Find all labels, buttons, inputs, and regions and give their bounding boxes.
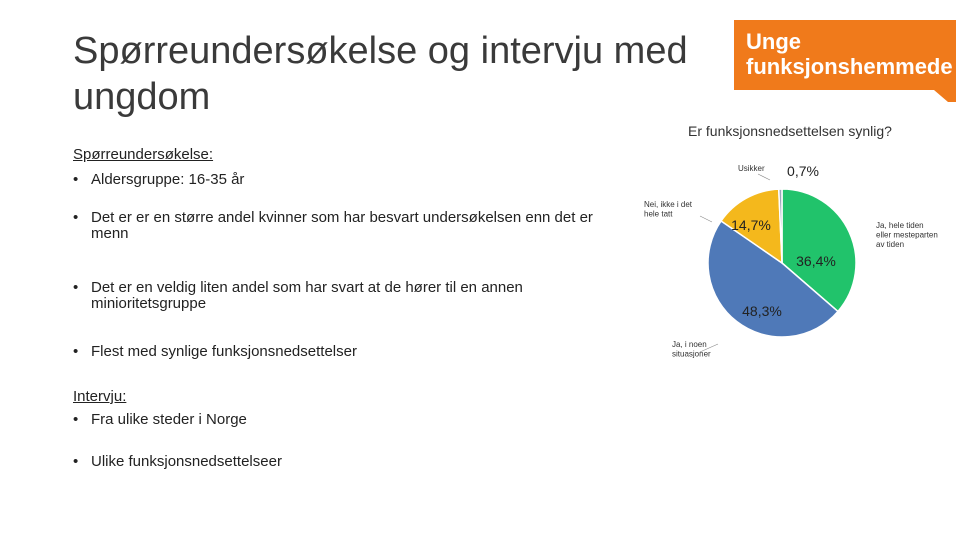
bullet-dot: • — [73, 171, 79, 188]
survey-bullet-visible — [73, 344, 633, 360]
bullet-text: Ulike funksjonsnedsettelseer — [91, 453, 282, 470]
logo-line-1: Unge — [746, 29, 801, 54]
pie-value-label: 14,7% — [731, 217, 771, 233]
pie-category-label: Ja, i noen situasjoner — [672, 340, 711, 359]
bullet-dot: • — [73, 209, 79, 226]
slide-title-line-2: ungdom — [73, 76, 211, 118]
slide-title — [73, 28, 733, 120]
chart-title: Er funksjonsnedsettelsen synlig? — [688, 123, 892, 139]
pie-value-label: 36,4% — [796, 253, 836, 269]
bullet-text: Det er en veldig liten andel som har svart at de hører til en annen minioritetsgruppe — [91, 279, 523, 312]
bullet-text: Flest med synlige funksjonsnedsettelser — [91, 343, 357, 360]
pie-chart — [640, 150, 960, 380]
slide-title-line-1: Spørreundersøkelse og intervju med — [73, 30, 688, 72]
bullet-dot: • — [73, 343, 79, 360]
pie-value-label: 48,3% — [742, 303, 782, 319]
interview-heading: Intervju: — [73, 388, 127, 405]
logo-line-2: funksjonshemmede — [746, 54, 953, 79]
survey-bullet-minority — [73, 280, 633, 312]
survey-bullet-age — [73, 172, 633, 188]
interview-bullet-disabilities — [73, 454, 633, 470]
survey-heading: Spørreundersøkelse: — [73, 146, 214, 163]
pie-category-label: Nei, ikke i det hele tatt — [644, 200, 693, 219]
unge-funksjonshemmede-logo — [734, 20, 956, 102]
survey-bullet-gender — [73, 210, 633, 242]
interview-bullet-places — [73, 412, 633, 428]
pie-category-label: Usikker — [738, 164, 765, 173]
bullet-text: Fra ulike steder i Norge — [91, 411, 247, 428]
pie-category-label: Ja, hele tiden eller mesteparten av tiden — [876, 221, 938, 249]
interview-bullets — [73, 412, 633, 470]
bullet-dot: • — [73, 411, 79, 428]
pie-leader-line — [758, 174, 770, 180]
bullet-text: Det er er en større andel kvinner som har besvart undersøkelsen enn det er menn — [91, 209, 593, 242]
survey-bullets — [73, 172, 633, 360]
bullet-text: Aldersgruppe: 16-35 år — [91, 171, 245, 188]
bullet-dot: • — [73, 279, 79, 296]
bullet-dot: • — [73, 453, 79, 470]
pie-leader-line — [700, 216, 712, 222]
pie-value-label: 0,7% — [787, 163, 819, 179]
text-content — [73, 146, 633, 470]
